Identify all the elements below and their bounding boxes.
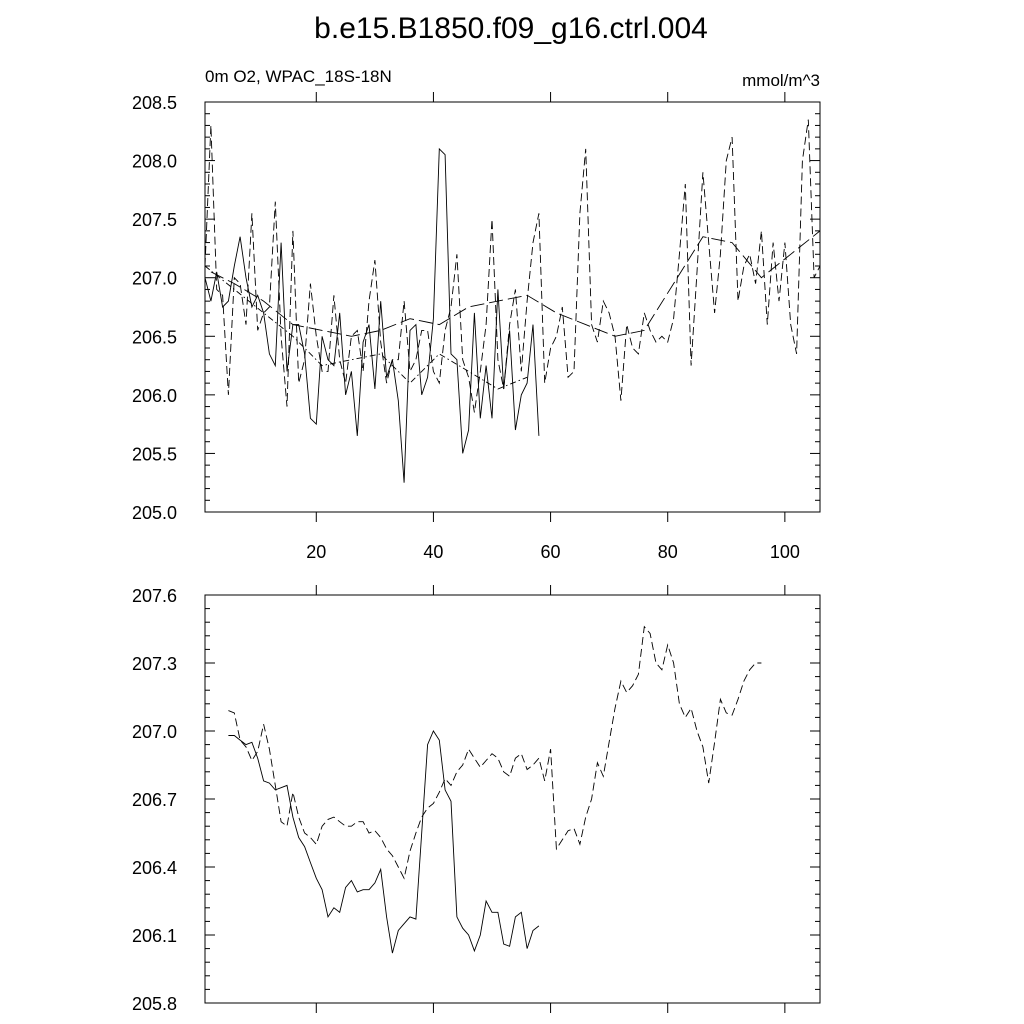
y-tick-label: 205.5 [131,444,177,465]
series-line-solid [205,149,539,483]
y-tick-label: 207.0 [131,268,177,289]
y-tick-label: 208.0 [131,151,177,172]
top-line-panel [132,92,820,562]
x-tick-label: 60 [540,542,561,562]
y-tick-label: 206.5 [131,327,177,348]
y-tick-label: 207.0 [131,722,177,742]
series-line-dashed [205,120,820,413]
x-tick-label: 40 [423,542,444,562]
plot-frame [205,595,820,1003]
y-tick-label: 208.5 [131,93,177,113]
x-tick-label: 80 [657,542,678,562]
plot-frame [205,102,820,512]
y-tick-label: 206.1 [131,926,177,946]
y-tick-label: 206.0 [131,385,177,406]
y-tick-label: 207.6 [131,586,177,606]
figure-title: b.e15.B1850.f09_g16.ctrl.004 [314,12,708,45]
series-line-dash-dot [205,266,527,389]
y-tick-label: 205.8 [131,994,177,1014]
series-line-solid [228,731,539,953]
panel-subtitle-left: 0m O2, WPAC_18S-18N [205,67,392,86]
y-tick-label: 207.3 [131,654,177,674]
series-line-dashed [228,627,761,879]
series-line-long-dash [211,231,820,336]
y-tick-label: 205.0 [131,503,177,523]
y-tick-label: 206.7 [131,790,177,810]
bottom-line-panel [132,585,820,1014]
x-tick-label: 100 [769,542,800,562]
panel-subtitle-right: mmol/m^3 [742,71,820,90]
y-tick-label: 207.5 [131,210,177,231]
y-tick-label: 206.4 [131,858,177,878]
x-tick-label: 20 [306,542,327,562]
